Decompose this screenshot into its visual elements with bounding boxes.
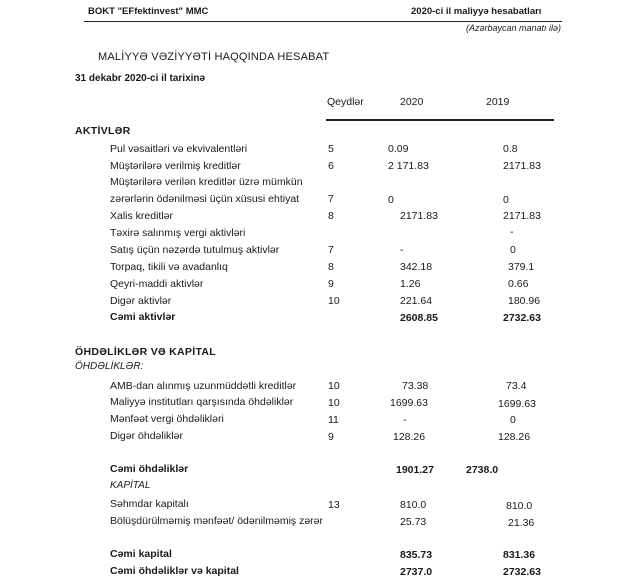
liabilities-subheading: ÖHDƏLİKLƏR: xyxy=(75,361,144,372)
total-capital-2020: 835.73 xyxy=(400,549,433,561)
liabilities-heading: ÖHDƏLİKLƏR VƏ KAPİTAL xyxy=(75,346,216,358)
asset-value-2019: 2171.83 xyxy=(503,210,541,222)
capital-value-2019: 810.0 xyxy=(506,500,533,512)
liability-value-2020: - xyxy=(403,414,407,426)
liability-value-2019: 0 xyxy=(510,414,516,426)
asset-note: 9 xyxy=(328,278,334,290)
col-2019-header: 2019 xyxy=(486,96,510,108)
asset-note: 10 xyxy=(328,295,340,307)
liability-label: Mənfəət vergi öhdəlikləri xyxy=(110,413,224,425)
total-assets-2019: 2732.63 xyxy=(503,312,541,324)
grand-total-label: Cəmi öhdəliklər və kapital xyxy=(110,565,239,577)
liability-value-2020: 1699.63 xyxy=(390,397,428,409)
col-notes-header: Qeydlər xyxy=(327,96,364,108)
total-capital-label: Cəmi kapital xyxy=(110,548,172,560)
asset-label: zərərlərin ödənilməsi üçün xüsusi ehtiyat xyxy=(110,193,300,205)
capital-label: Bölüşdürülməmiş mənfəət/ ödənilməmiş zərər xyxy=(110,515,323,527)
asset-value-2020: 342.18 xyxy=(400,261,433,273)
total-liabilities-label: Cəmi öhdəliklər xyxy=(110,463,189,475)
liability-note: 11 xyxy=(328,414,339,426)
column-header-rule xyxy=(326,119,554,121)
asset-value-2020: 0 xyxy=(388,194,394,206)
asset-value-2020: 2 171.83 xyxy=(388,160,429,172)
liability-value-2019: 73.4 xyxy=(506,380,527,392)
asset-note: 8 xyxy=(328,261,334,273)
asset-label: Torpaq, tikili və avadanlıq xyxy=(110,261,228,273)
liability-value-2020: 128.26 xyxy=(393,431,426,443)
capital-note: 13 xyxy=(328,499,340,511)
asset-label: Təxirə salınmış vergi aktivləri xyxy=(110,227,246,239)
asset-value-2019: 2171.83 xyxy=(503,160,541,172)
asset-value-2019: 0.66 xyxy=(508,278,529,290)
asset-label: Satış üçün nəzərdə tutulmuş aktivlər xyxy=(110,244,280,256)
total-assets-label: Cəmi aktivlər xyxy=(110,311,176,323)
liability-note: 10 xyxy=(328,380,340,392)
asset-label: Pul vəsaitləri və ekvivalentləri xyxy=(110,143,248,155)
grand-total-2020: 2737.0 xyxy=(400,566,433,578)
asset-value-2020: 2171.83 xyxy=(400,210,438,222)
asset-value-2020: 221.64 xyxy=(400,295,433,307)
liability-label: Maliyyə institutları qarşısında öhdəliklər xyxy=(110,396,294,408)
currency-note: (Azərbaycan manatı ilə) xyxy=(466,23,562,33)
total-assets-2020: 2608.85 xyxy=(400,312,438,324)
asset-note: 7 xyxy=(328,193,334,205)
liability-note: 9 xyxy=(328,431,334,443)
total-liabilities-2020: 1901.27 xyxy=(396,464,434,476)
page-title: MALİYYƏ VƏZİYYƏTİ HAQQINDA HESABAT xyxy=(98,51,330,63)
asset-note: 8 xyxy=(328,210,334,222)
company-name: BOKT "EFfektinvest" MMC xyxy=(88,6,209,17)
header-rule xyxy=(84,21,562,22)
asset-value-2019: 0.8 xyxy=(503,143,518,155)
grand-total-2019: 2732.63 xyxy=(503,566,541,578)
asset-label: Müştərilərə verilmiş kreditlər xyxy=(110,160,241,172)
capital-value-2020: 25.73 xyxy=(400,516,427,528)
asset-label: Müştərilərə verilən kreditlər üzrə mümkün xyxy=(110,176,303,188)
asset-note: 7 xyxy=(328,244,334,256)
liability-note: 10 xyxy=(328,397,340,409)
capital-label: Səhmdar kapitalı xyxy=(110,498,189,510)
date-line: 31 dekabr 2020-ci il tarixinə xyxy=(75,73,206,84)
asset-value-2019: 180.96 xyxy=(508,295,541,307)
asset-label: Digər aktivlər xyxy=(110,295,172,307)
col-2020-header: 2020 xyxy=(400,96,424,108)
asset-value-2020: 1.26 xyxy=(400,278,421,290)
liability-value-2020: 73.38 xyxy=(402,380,429,392)
capital-value-2020: 810.0 xyxy=(400,499,427,511)
liability-label: AMB-dan alınmış uzunmüddətli kreditlər xyxy=(110,380,297,392)
asset-value-2020: 0.09 xyxy=(388,143,409,155)
total-liabilities-2019: 2738.0 xyxy=(466,464,499,476)
asset-note: 5 xyxy=(328,143,334,155)
liability-value-2019: 128.26 xyxy=(498,431,531,443)
report-name: 2020-ci il maliyyə hesabatları xyxy=(411,6,542,17)
asset-value-2019: - xyxy=(510,226,514,238)
asset-value-2019: 0 xyxy=(510,244,516,256)
asset-value-2019: 0 xyxy=(503,194,509,206)
asset-label: Qeyri-maddi aktivlər xyxy=(110,278,204,290)
total-capital-2019: 831.36 xyxy=(503,549,536,561)
asset-note: 6 xyxy=(328,160,334,172)
capital-value-2019: 21.36 xyxy=(508,517,535,529)
capital-subheading: KAPİTAL xyxy=(110,480,151,491)
liability-label: Digər öhdəliklər xyxy=(110,430,183,442)
asset-label: Xalis kreditlər xyxy=(110,210,174,222)
liability-value-2019: 1699.63 xyxy=(498,398,536,410)
asset-value-2019: 379.1 xyxy=(508,261,535,273)
assets-heading: AKTİVLƏR xyxy=(75,125,131,137)
asset-value-2020: - xyxy=(400,244,404,256)
